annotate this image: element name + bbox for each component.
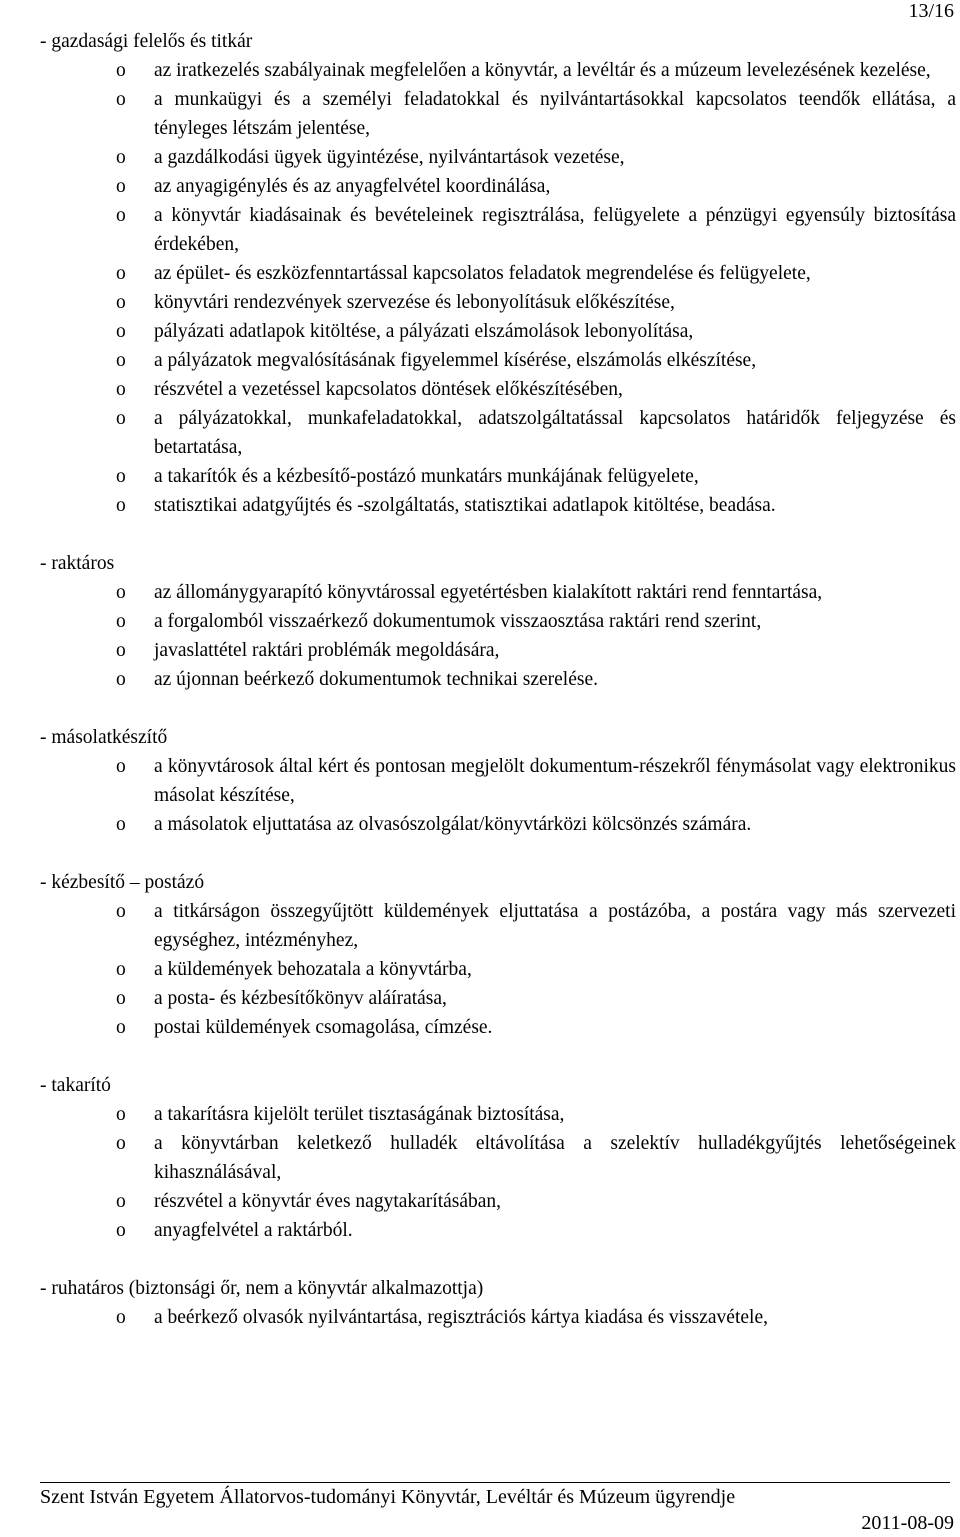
duty-item: o a könyvtár kiadásainak és bevételeinek regisztrálása, felügyelete a pénzügyi egyensúly biztosítása érdekében, [40,201,956,259]
duty-list [40,752,956,839]
role-title: - gazdasági felelős és titkár [40,31,253,52]
footer-date: 2011-08-09 [861,1512,954,1534]
duty-item: o a küldemények behozatala a könyvtárba, [40,955,956,984]
duty-list [40,56,956,520]
role-title: - ruhatáros (biztonsági őr, nem a könyvtár alkalmazottja) [40,1278,484,1299]
duty-item: o könyvtári rendezvények szervezése és lebonyolításuk előkészítése, [40,288,956,317]
role-section [40,27,956,520]
duty-item: o a pályázatokkal, munkafeladatokkal, adatszolgáltatással kapcsolatos határidők feljegyzése és betartatása, [40,404,956,462]
duty-item: o a posta- és kézbesítőkönyv aláíratása, [40,984,956,1013]
duty-item: o a könyvtárban keletkező hulladék eltávolítása a szelektív hulladékgyűjtés lehetőségeinek kihasználásával, [40,1129,956,1187]
duty-item: o pályázati adatlapok kitöltése, a pályázati elszámolások lebonyolítása, [40,317,956,346]
role-section [40,868,956,1042]
duty-item: o a könyvtárosok által kért és pontosan megjelölt dokumentum-részekről fénymásolat vagy elektronikus másolat készítése, [40,752,956,810]
duty-item: o a gazdálkodási ügyek ügyintézése, nyilvántartások vezetése, [40,143,956,172]
role-title: - raktáros [40,553,115,574]
duty-item: o részvétel a vezetéssel kapcsolatos döntések előkészítésében, [40,375,956,404]
duty-item: o az épület- és eszközfenntartással kapcsolatos feladatok megrendelése és felügyelete, [40,259,956,288]
duty-item: o a beérkező olvasók nyilvántartása, regisztrációs kártya kiadása és visszavétele, [40,1303,956,1332]
duty-item: o az anyagigénylés és az anyagfelvétel koordinálása, [40,172,956,201]
duty-item: o az újonnan beérkező dokumentumok technikai szerelése. [40,665,956,694]
role-section [40,723,956,839]
role-section [40,549,956,694]
role-section [40,1274,956,1332]
duty-item: o a pályázatok megvalósításának figyelemmel kísérése, elszámolás elkészítése, [40,346,956,375]
page-number: 13/16 [908,0,954,22]
role-title: - másolatkészítő [40,727,168,748]
role-title: - takarító [40,1075,111,1096]
role-section [40,1071,956,1245]
duty-item: o részvétel a könyvtár éves nagytakarításában, [40,1187,956,1216]
duty-item: o a másolatok eljuttatása az olvasószolgálat/könyvtárközi kölcsönzés számára. [40,810,956,839]
duty-list [40,1303,956,1332]
role-title: - kézbesítő – postázó [40,872,205,893]
duty-item: o a forgalomból visszaérkező dokumentumok visszaosztása raktári rend szerint, [40,607,956,636]
duty-list [40,1100,956,1245]
duty-item: o a munkaügyi és a személyi feladatokkal és nyilvántartásokkal kapcsolatos teendők ellátása, a tényleges létszám jelentése, [40,85,956,143]
duty-item: o anyagfelvétel a raktárból. [40,1216,956,1245]
duty-item: o a takarítók és a kézbesítő-postázó munkatárs munkájának felügyelete, [40,462,956,491]
duty-item: o a takarításra kijelölt terület tisztaságának biztosítása, [40,1100,956,1129]
duty-list [40,578,956,694]
footer-text: Szent István Egyetem Állatorvos-tudományi Könyvtár, Levéltár és Múzeum ügyrendje [40,1486,736,1508]
duty-item: o az állománygyarapító könyvtárossal egyetértésben kialakított raktári rend fenntartása, [40,578,956,607]
duty-item: o az iratkezelés szabályainak megfelelően a könyvtár, a levéltár és a múzeum levelezésének kezelése, [40,56,956,85]
duty-item: o postai küldemények csomagolása, címzése. [40,1013,956,1042]
duty-item: o a titkárságon összegyűjtött küldemények eljuttatása a postázóba, a postára vagy más szervezeti egységhez, intézményhez, [40,897,956,955]
footer-divider [40,1482,950,1483]
duty-item: o statisztikai adatgyűjtés és -szolgáltatás, statisztikai adatlapok kitöltése, beadása. [40,491,956,520]
document-body [40,27,956,1361]
duty-list [40,897,956,1042]
duty-item: o javaslattétel raktári problémák megoldására, [40,636,956,665]
